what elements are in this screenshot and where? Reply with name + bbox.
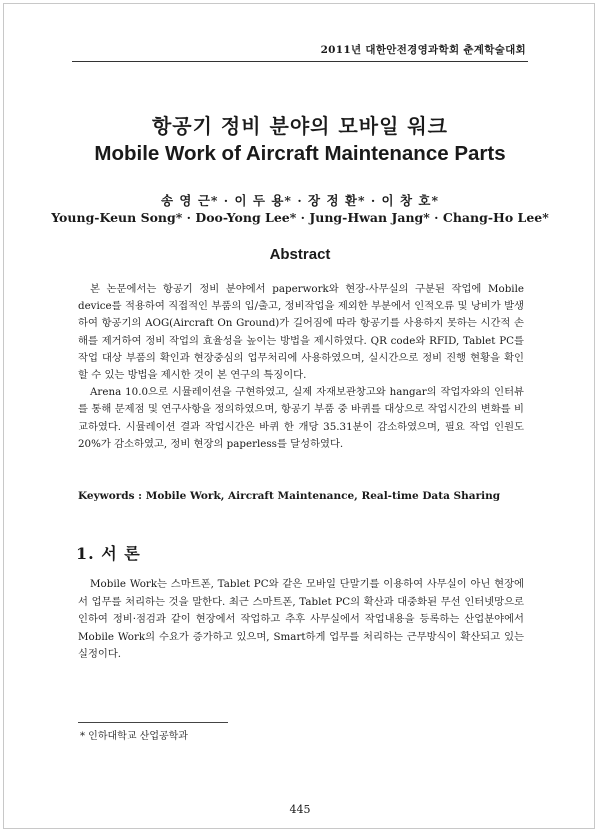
authors-english: Young-Keun Song* · Doo-Yong Lee* · Jung-Hwan Jang* · Chang-Ho Lee* bbox=[51, 210, 549, 225]
abstract-heading: Abstract bbox=[269, 246, 331, 263]
keywords: Keywords : Mobile Work, Aircraft Maintenance, Real-time Data Sharing bbox=[78, 490, 501, 502]
abstract-body bbox=[78, 281, 524, 453]
footnote-affiliation: * 인하대학교 산업공학과 bbox=[80, 731, 188, 742]
authors-korean: 송 영 근* · 이 두 용* · 장 정 환* · 이 창 호* bbox=[160, 193, 440, 208]
paper-title-korean: 항공기 정비 분야의 모바일 워크 bbox=[151, 114, 448, 138]
introduction-paragraph: Mobile Work는 스마트폰, Tablet PC와 같은 모바일 단말기를 이용하여 사무실이 아닌 현장에서 업무를 처리하는 것을 말한다. 최근 스마트폰, Tablet PC의 확산과 대중화된 무선 인터넷망으로 인하여 정비·점검과 같이 현장에서 작업하고 추후 사무실에서 작업내용을 등록하는 산업분야에서 Mobile Work의 수요가 증가하고 있으며, Smart하게 업무를 처리하는 근무방식이 확산되고 있는 실정이다. bbox=[78, 578, 524, 661]
page-number: 445 bbox=[289, 803, 311, 816]
abstract-paragraph: Arena 10.0으로 시뮬레이션을 구현하였고, 실제 자재보관창고와 hangar의 작업자와의 인터뷰를 통해 문제점 및 연구사항을 정의하였으며, 항공기 부품 중 바퀴를 대상으로 작업시간의 변화를 비교하였다. 시뮬레이션 결과 작업시간은 바퀴 한 개당 35.31분이 감소하였으며, 필요 작업 인원도 20%가 감소하였고, 정비 현장의 paperless를 달성하였다. bbox=[78, 386, 524, 450]
footnote-rule bbox=[78, 722, 228, 723]
section-heading: 1. 서 론 bbox=[76, 544, 141, 563]
header-rule bbox=[72, 61, 528, 62]
abstract-paragraph: 본 논문에서는 항공기 정비 분야에서 paperwork와 현장-사무실의 구분된 작업에 Mobile device를 적용하여 직접적인 부품의 입/출고, 정비작업을 제외한 부분에서 인적오류 및 낭비가 발생하여 항공기의 AOG(Aircraft On Ground)가 길어짐에 따라 항공기를 사용하지 못하는 시간적 손해를 제거하여 정비 작업의 효율성을 높이는 방법을 제시하였다. QR code와 RFID, Tablet PC를 작업 대상 부품의 확인과 현장중심의 업무처리에 사용하였으며, 실시간으로 정비 진행 현황을 확인 할 수 있는 방법을 제시한 것이 본 연구의 특징이다. bbox=[78, 283, 524, 382]
paper-title-english: Mobile Work of Aircraft Maintenance Parts bbox=[94, 142, 506, 165]
introduction-body bbox=[78, 576, 524, 664]
running-head: 2011년 대한안전경영과학회 춘계학술대회 bbox=[320, 44, 526, 56]
